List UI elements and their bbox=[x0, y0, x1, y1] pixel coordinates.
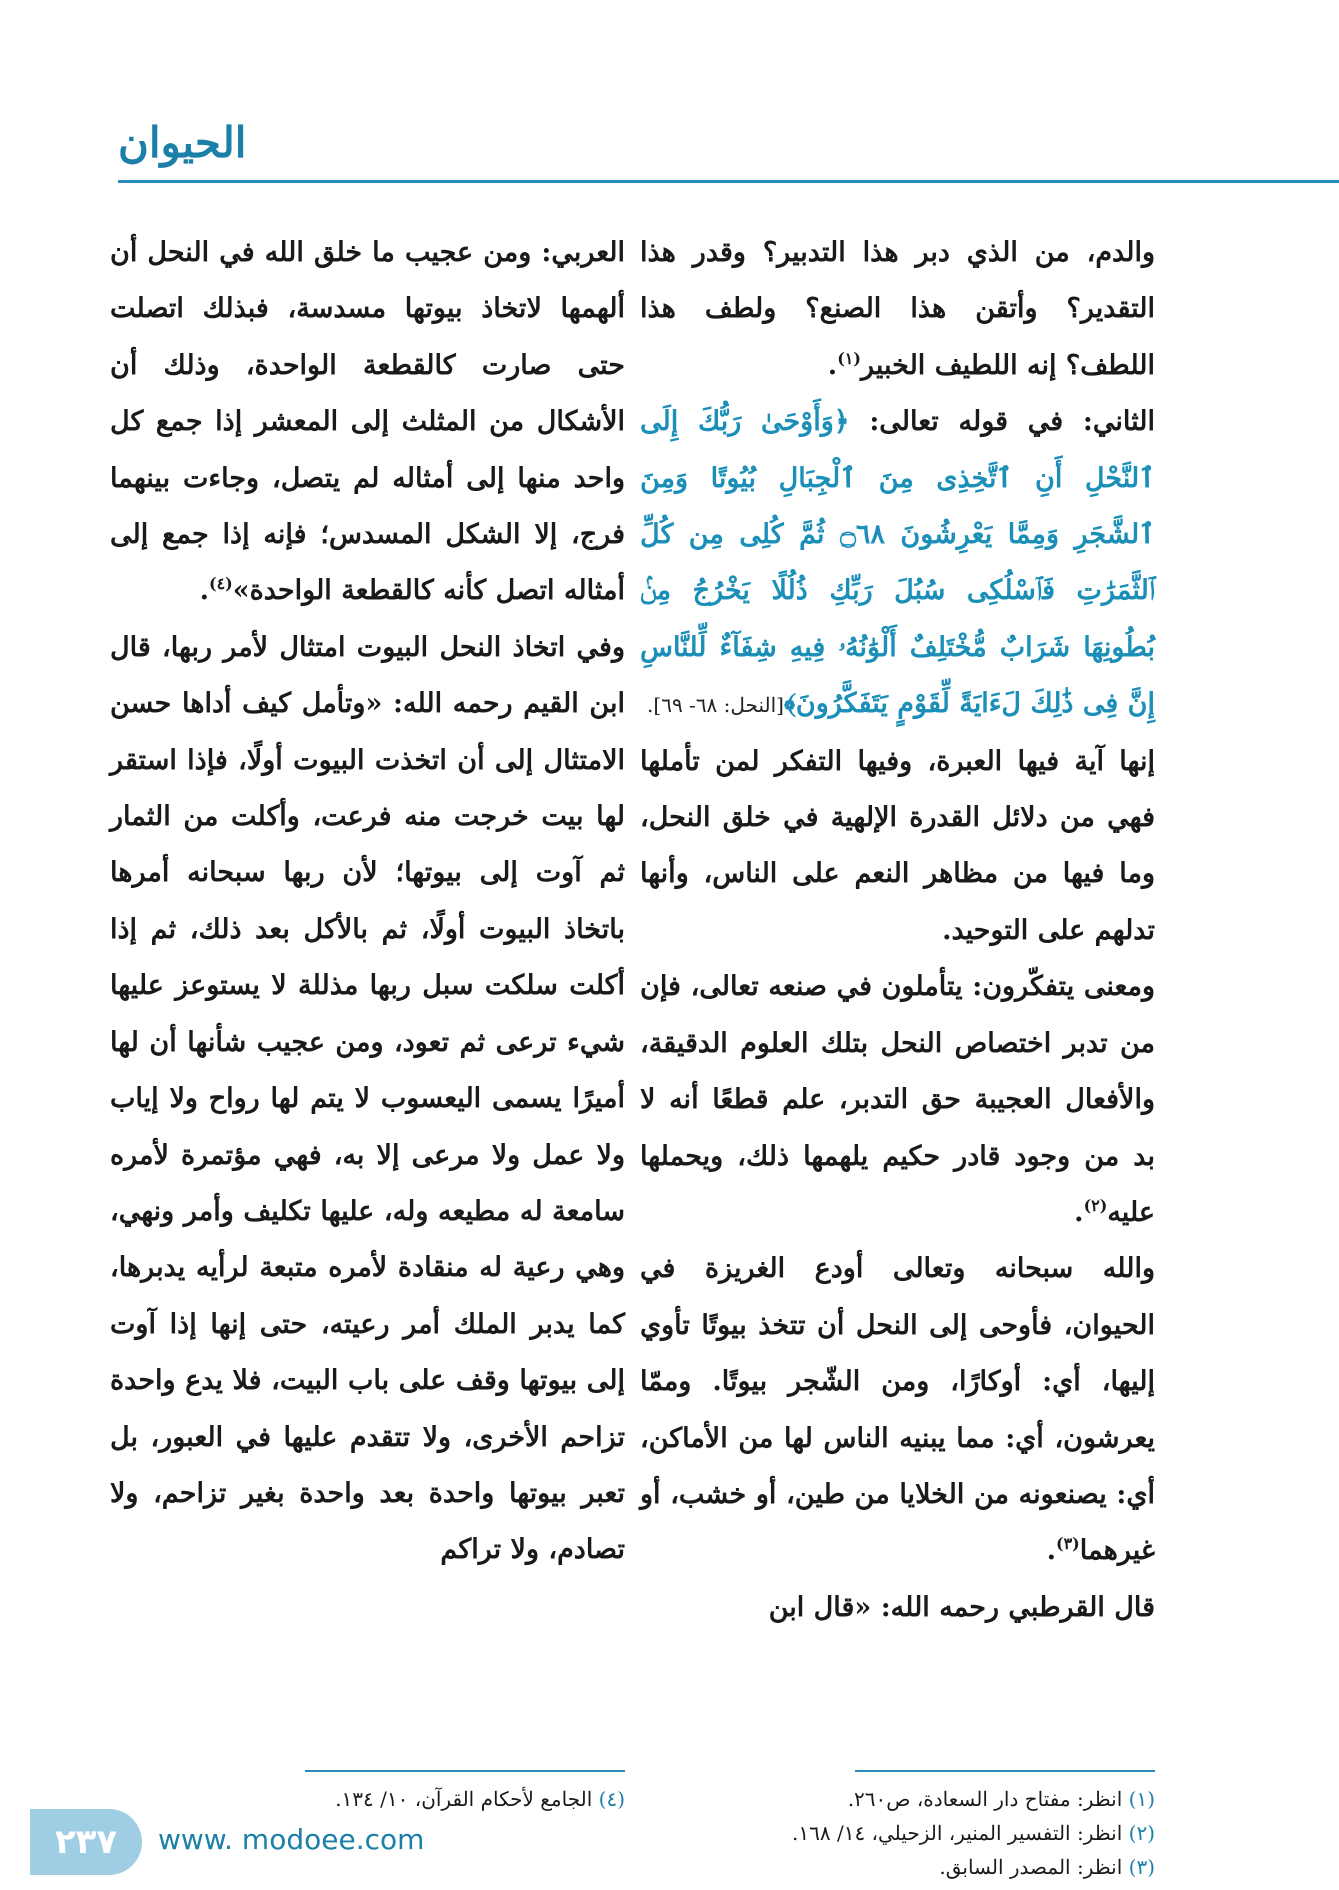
quran-verse: ﴿وَأَوْحَىٰ رَبُّكَ إِلَى ٱلنَّحْلِ أَنِ ٱتَّخِذِى مِنَ ٱلْجِبَالِ بُيُوتًا وَمِنَ ٱلشَّجَرِ وَمِمَّا يَعْرِشُونَ ۝٦٨ ثُمَّ كُلِى مِن كُلِّ ٱلثَّمَرَٰتِ فَٱسْلُكِى سُبُلَ رَبِّكِ ذُلُلًا يَخْرُجُ مِنۢ بُطُونِهَا شَرَابٌ مُّخْتَلِفٌ أَلْوَٰنُهُۥ فِيهِ شِفَآءٌ لِّلنَّاسِ إِنَّ فِى ذَٰلِكَ لَءَايَةً لِّقَوْمٍ يَتَفَكَّرُونَ﴾ bbox=[640, 406, 1155, 720]
page-footer bbox=[0, 1805, 1339, 1890]
paragraph bbox=[640, 394, 1155, 733]
footnote-number: (٤) bbox=[598, 1787, 625, 1811]
footnote-divider-left bbox=[305, 1770, 625, 1772]
paragraph-text: ومعنى يتفكّرون: يتأملون في صنعه تعالى، فإن من تدبر اختصاص النحل بتلك العلوم الدقيقة، والأفعال العجيبة حق التدبر، علم قطعًا أنه لا بد من وجود قادر حكيم يلهمها ذلك، ويحملها عليه bbox=[640, 971, 1155, 1228]
verse-reference: [النحل: ٦٨- ٦٩]. bbox=[647, 693, 784, 718]
footnote-divider-right bbox=[855, 1770, 1155, 1772]
paragraph: وفي اتخاذ النحل البيوت امتثال لأمر ربها، قال ابن القيم رحمه الله: «وتأمل كيف أداها حسن الامتثال إلى أن اتخذت البيوت أولًا، فإذا استقر لها بيت خرجت منه فرعت، وأكلت من الثمار ثم آوت إلى بيوتها؛ لأن ربها سبحانه أمرها باتخاذ البيوت أولًا، ثم بالأكل بعد ذلك، ثم إذا أكلت سلكت سبل ربها مذللة لا يستوعز عليها شيء ترعى ثم تعود، ومن عجيب شأنها أن لها أميرًا يسمى اليعسوب لا يتم لها رواح ولا إياب ولا عمل ولا مرعى إلا به، فهي مؤتمرة لأمره سامعة له مطيعه وله، عليها تكليف وأمر ونهي، وهي رعية له منقادة لأمره متبعة لرأيه يدبرها، كما يدبر الملك أمر رعيته، حتى إنها إذا آوت إلى بيوتها وقف على باب البيت، فلا يدع واحدة تزاحم الأخرى، ولا تتقدم عليها في العبور، بل تعبر بيوتها واحدة بعد واحدة بغير تزاحم، ولا تصادم، ولا تراكم bbox=[110, 631, 625, 1566]
page-number: ٢٣٧ bbox=[30, 1809, 142, 1875]
footnote-number: (١) bbox=[1128, 1787, 1155, 1811]
paragraph-lead: الثاني: في قوله تعالى: bbox=[849, 406, 1156, 438]
footnote-marker: (٤) bbox=[208, 574, 233, 594]
paragraph: والدم، من الذي دبر هذا التدبير؟ وقدر هذا التقدير؟ وأتقن هذا الصنع؟ ولطف هذا اللطف؟ إنه اللطيف الخبير$^{(١)}$. bbox=[640, 237, 1155, 381]
footnote-number: (٣) bbox=[1128, 1855, 1155, 1879]
paragraph-text: العربي: ومن عجيب ما خلق الله في النحل أن ألهمها لاتخاذ بيوتها مسدسة، فبذلك اتصلت حتى صارت كالقطعة الواحدة، وذلك أن الأشكال من المثلث إلى المعشر إذا جمع كل واحد منها إلى أمثاله لم يتصل، وجاءت بينهما فرج، إلا الشكل المسدس؛ فإنه إذا جمع إلى أمثاله اتصل كأنه كالقطعة الواحدة» bbox=[110, 237, 625, 607]
header-divider bbox=[118, 180, 1339, 183]
paragraph-text: والله سبحانه وتعالى أودع الغريزة في الحيوان، فأوحى إلى النحل أن تتخذ بيوتًا تأوي إليها، أي: أوكارًا، ومن الشّجر بيوتًا. وممّا يعرشون، أي: مما يبنيه الناس لها من الأماكن، أي: يصنعونه من الخلايا من طين، أو خشب، أو غيرهما bbox=[640, 1253, 1155, 1567]
paragraph: ومعنى يتفكّرون: يتأملون في صنعه تعالى، فإن من تدبر اختصاص النحل بتلك العلوم الدقيقة، والأفعال العجيبة حق التدبر، علم قطعًا أنه لا بد من وجود قادر حكيم يلهمها ذلك، ويحملها عليه$^{(٢)}$. bbox=[640, 971, 1155, 1228]
paragraph: العربي: ومن عجيب ما خلق الله في النحل أن ألهمها لاتخاذ بيوتها مسدسة، فبذلك اتصلت حتى صارت كالقطعة الواحدة، وذلك أن الأشكال من المثلث إلى المعشر إذا جمع كل واحد منها إلى أمثاله لم يتصل، وجاءت بينهما فرج، إلا الشكل المسدس؛ فإنه إذا جمع إلى أمثاله اتصل كأنه كالقطعة الواحدة»$^{(٤)}$. bbox=[110, 237, 625, 607]
paragraph: إنها آية فيها العبرة، وفيها التفكر لمن تأملها فهي من دلائل القدرة الإلهية في خلق النحل، وما فيها من مظاهر النعم على الناس، وأنها تدلهم على التوحيد. bbox=[640, 745, 1155, 946]
page-header-title: الحيوان bbox=[118, 118, 247, 167]
site-url-link[interactable]: www. modoee.com bbox=[158, 1823, 425, 1856]
footnote-text: انظر: التفسير المنير، الزحيلي، ١٤/ ١٦٨. bbox=[792, 1821, 1123, 1845]
footnote-text: الجامع لأحكام القرآن، ١٠/ ١٣٤. bbox=[335, 1787, 593, 1811]
footnote-marker: (٣) bbox=[1056, 1534, 1080, 1554]
paragraph-text: والدم، من الذي دبر هذا التدبير؟ وقدر هذا التقدير؟ وأتقن هذا الصنع؟ ولطف هذا اللطف؟ إنه اللطيف الخبير bbox=[640, 237, 1155, 381]
paragraph: والله سبحانه وتعالى أودع الغريزة في الحيوان، فأوحى إلى النحل أن تتخذ بيوتًا تأوي إليها، أي: أوكارًا، ومن الشّجر بيوتًا. وممّا يعرشون، أي: مما يبنيه الناس لها من الأماكن، أي: يصنعونه من الخلايا من طين، أو خشب، أو غيرهما$^{(٣)}$. bbox=[640, 1253, 1155, 1567]
paragraph: قال القرطبي رحمه الله: «قال ابن bbox=[768, 1591, 1155, 1623]
footnote-marker: (٢) bbox=[1083, 1195, 1108, 1215]
right-column bbox=[640, 225, 1155, 1636]
footnote-marker: (١) bbox=[837, 348, 861, 368]
left-column bbox=[110, 225, 625, 1579]
footnote-text: انظر: مفتاح دار السعادة، ص٢٦٠. bbox=[847, 1787, 1123, 1811]
footnote-text: انظر: المصدر السابق. bbox=[939, 1855, 1123, 1879]
footnote-number: (٢) bbox=[1128, 1821, 1155, 1845]
